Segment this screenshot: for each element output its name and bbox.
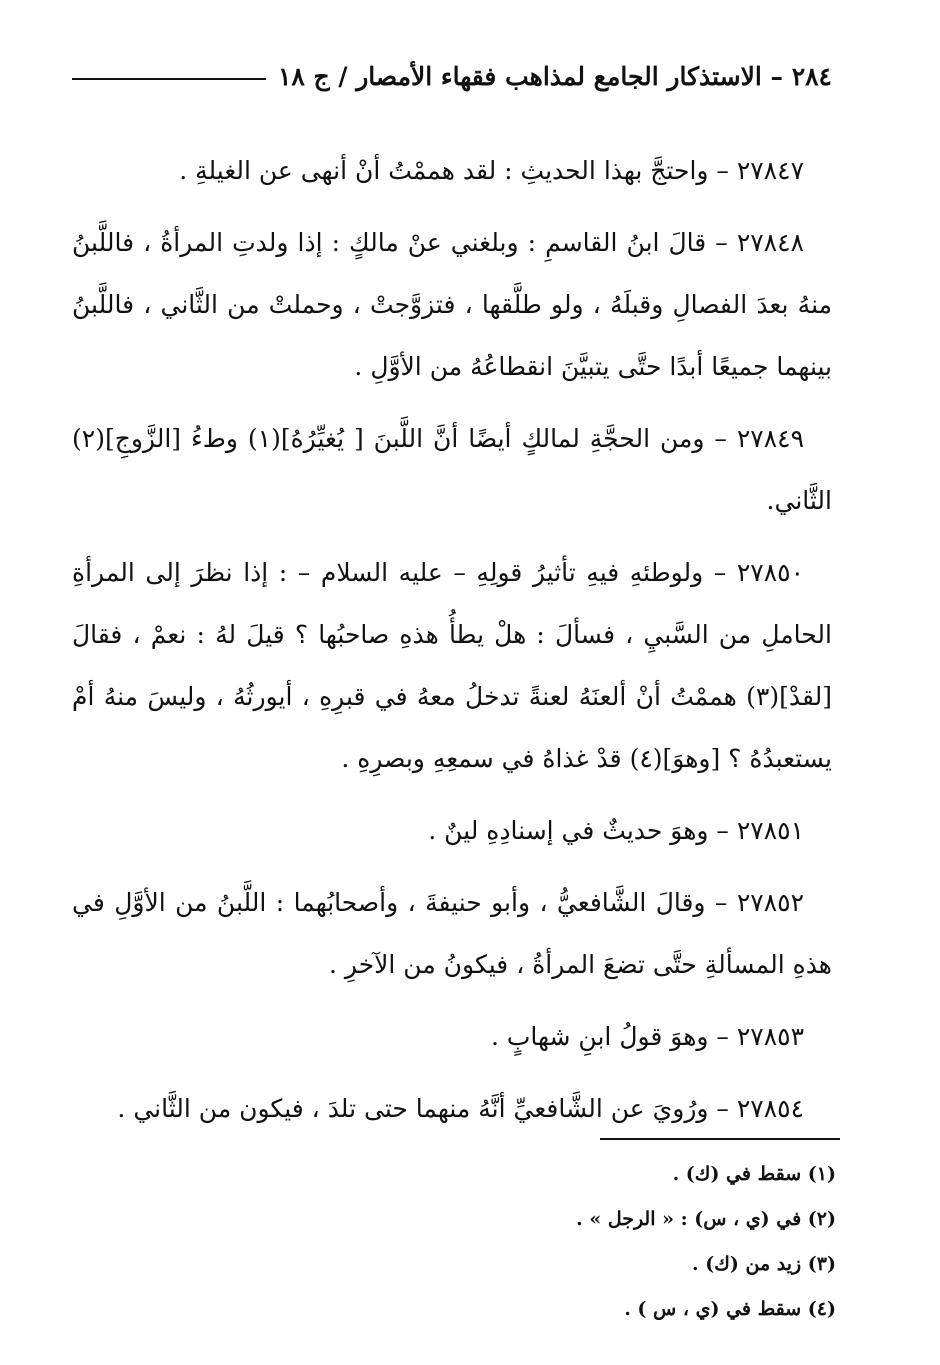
- paragraph-27849: ٢٧٨٤٩ – ومن الحجَّةِ لمالكٍ أيضًا أنَّ اللَّبنَ [ يُغيِّرُهُ](١) وطءُ [الزَّوجِ](٢) الثَّاني.: [72, 424, 832, 515]
- header-rule: [72, 78, 266, 80]
- paragraph-27850: ٢٧٨٥٠ – ولوطئهِ فيهِ تأثيرُ قولِهِ – عليه السلام – : إذا نظرَ إلى المرأةِ الحاملِ من السَّبيِ ، فسألَ : هلْ يطأُ هذهِ صاحبُها ؟ قيلَ لهُ : نعمْ ، فقالَ [لقدْ](٣) هممْتُ أنْ ألعنَهُ لعنةً تدخلُ معهُ في قبرِهِ ، أيورثُهُ ، وليسَ منهُ أمْ يستعبدُهُ ؟ [وهوَ](٤) قدْ غذاهُ في سمعِهِ وبصرِهِ .: [72, 558, 832, 773]
- paragraph-27851: ٢٧٨٥١ – وهوَ حديثٌ في إسنادِهِ لينٌ .: [428, 816, 804, 845]
- paragraph-27853: ٢٧٨٥٣ – وهوَ قولُ ابنِ شهابٍ .: [490, 1022, 804, 1051]
- running-header: [72, 56, 832, 96]
- main-text: [72, 140, 832, 1150]
- header-title: ٢٨٤ – الاستذكار الجامع لمذاهب فقهاء الأمصار / ج ١٨: [277, 61, 832, 91]
- footnote-separator: [600, 1138, 840, 1140]
- footnote-4: (٤) سقط في (ي ، س ) .: [624, 1298, 836, 1320]
- footnote-3: (٣) زيد من (ك) .: [692, 1253, 836, 1275]
- footnotes: [96, 1152, 836, 1332]
- footnote-2: (٢) في (ي ، س) : « الرجل » .: [576, 1208, 836, 1230]
- footnote-1: (١) سقط في (ك) .: [672, 1163, 836, 1185]
- paragraph-27847: ٢٧٨٤٧ – واحتجَّ بهذا الحديثِ : لقد هممْتُ أنْ أنهى عن الغيلةِ .: [179, 156, 804, 185]
- paragraph-27854: ٢٧٨٥٤ – ورُويَ عن الشَّافعيِّ أنَّهُ منهما حتى تلدَ ، فيكون من الثَّاني .: [117, 1094, 804, 1123]
- paragraph-27848: ٢٧٨٤٨ – قالَ ابنُ القاسمِ : وبلغني عنْ مالكٍ : إذا ولدتِ المرأةُ ، فاللَّبنُ منهُ بعدَ الفصالِ وقبلَهُ ، ولو طلَّقها ، فتزوَّجتْ ، وحملتْ من الثَّاني ، فاللَّبنُ بينهما جميعًا أبدًا حتَّى يتبيَّنَ انقطاعُهُ من الأوَّلِ .: [72, 228, 832, 381]
- paragraph-27852: ٢٧٨٥٢ – وقالَ الشَّافعيُّ ، وأبو حنيفةَ ، وأصحابُهما : اللَّبنُ من الأوَّلِ في هذهِ المسألةِ حتَّى تضعَ المرأةُ ، فيكونُ من الآخرِ .: [72, 888, 832, 979]
